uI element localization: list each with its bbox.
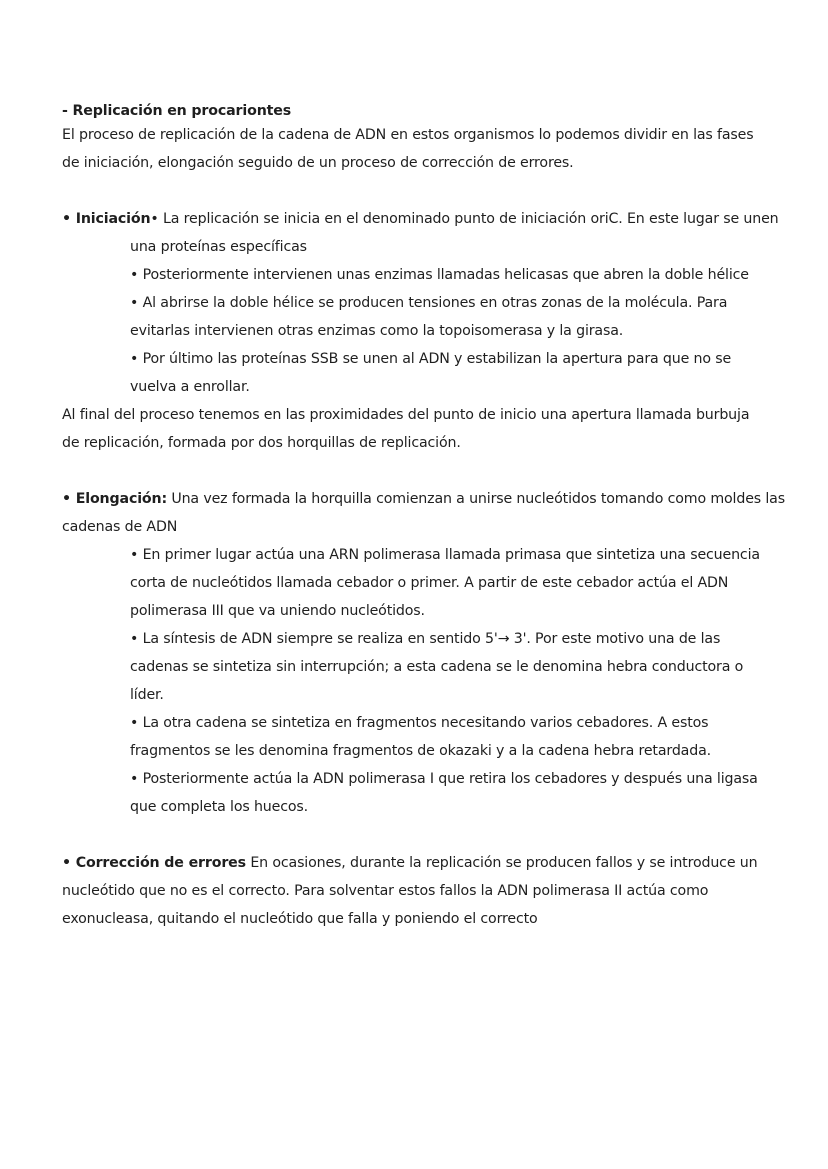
elongacion-line: cadenas se sintetiza sin interrupción; a esta cadena se le denomina hebra conductora o: [130, 659, 744, 675]
elongacion-line: fragmentos se les denomina fragmentos de okazaki y a la cadena hebra retardada.: [130, 743, 711, 759]
elongacion-second-line: cadenas de ADN: [62, 519, 178, 535]
correccion-text: En ocasiones, durante la replicación se producen fallos y se introduce un: [250, 855, 758, 871]
elongacion-line: • La síntesis de ADN siempre se realiza en sentido 5'→ 3'. Por este motivo una de las: [130, 631, 721, 647]
iniciacion-line: • Al abrirse la doble hélice se producen tensiones en otras zonas de la molécula. Para: [130, 295, 728, 311]
iniciacion-first-line: [62, 210, 779, 228]
iniciacion-text: • La replicación se inicia en el denominado punto de iniciación oriC. En este lugar se unen: [150, 211, 779, 227]
iniciacion-line: una proteínas específicas: [130, 239, 307, 255]
elongacion-line: que completa los huecos.: [130, 799, 308, 815]
elongacion-line: polimerasa III que va uniendo nucleótidos.: [130, 603, 425, 619]
iniciacion-line: evitarlas intervienen otras enzimas como la topoisomerasa y la girasa.: [130, 323, 624, 339]
elongacion-line: líder.: [130, 687, 164, 703]
correccion-label: • Corrección de errores: [62, 855, 246, 871]
elongacion-line: corta de nucleótidos llamada cebador o primer. A partir de este cebador actúa el ADN: [130, 575, 729, 591]
iniciacion-line: vuelva a enrollar.: [130, 379, 250, 395]
section-title: - Replicación en procariontes: [62, 103, 292, 119]
iniciacion-label: • Iniciación: [62, 211, 151, 227]
correccion-line: exonucleasa, quitando el nucleótido que falla y poniendo el correcto: [62, 911, 538, 927]
iniciacion-line: • Posteriormente intervienen unas enzimas llamadas helicasas que abren la doble hélice: [130, 267, 749, 283]
iniciacion-closing-line: de replicación, formada por dos horquillas de replicación.: [62, 435, 461, 451]
elongacion-line: • Posteriormente actúa la ADN polimerasa I que retira los cebadores y después una ligasa: [130, 771, 758, 787]
elongacion-line: • En primer lugar actúa una ARN polimerasa llamada primasa que sintetiza una secuencia: [130, 547, 760, 563]
elongacion-first-line: [62, 490, 785, 508]
iniciacion-line: • Por último las proteínas SSB se unen al ADN y estabilizan la apertura para que no se: [130, 351, 732, 367]
correccion-first-line: [62, 854, 757, 872]
intro-line-1: El proceso de replicación de la cadena de ADN en estos organismos lo podemos dividir en las fases: [62, 127, 754, 143]
iniciacion-closing-line: Al final del proceso tenemos en las proximidades del punto de inicio una apertura llamada burbuja: [62, 407, 750, 423]
correccion-line: nucleótido que no es el correcto. Para solventar estos fallos la ADN polimerasa II actúa como: [62, 883, 709, 899]
elongacion-label: • Elongación:: [62, 491, 167, 507]
elongacion-text: Una vez formada la horquilla comienzan a unirse nucleótidos tomando como moldes las: [171, 491, 785, 507]
intro-line-2: de iniciación, elongación seguido de un proceso de corrección de errores.: [62, 155, 574, 171]
elongacion-line: • La otra cadena se sintetiza en fragmentos necesitando varios cebadores. A estos: [130, 715, 709, 731]
